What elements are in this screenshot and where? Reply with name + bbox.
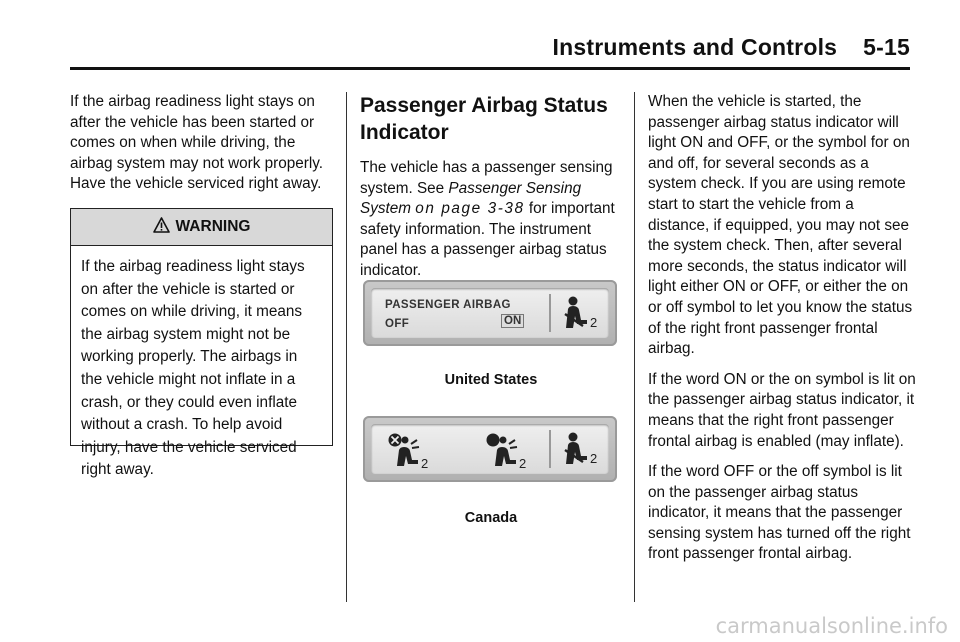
system-check-paragraph: When the vehicle is started, the passenger airbag status indicator will light ON and OFF, or the symbol for on and off, for several seconds as a system check. If you are using remote start to start the vehicle from a distance, if equipped, you may not see the system check. Then, after several more seconds, the status indicator will light either ON or OFF, or either the on or off symbol to let you know the status of the right front passenger frontal airbag.: [648, 93, 913, 358]
canada-panel-divider: [549, 430, 551, 468]
column-divider-left: [346, 92, 347, 602]
off-indicator: OFF: [385, 318, 410, 330]
para-start-text: The vehicle has a passenger sensing system. See: [360, 159, 613, 197]
passenger-sensing-paragraph: [360, 158, 622, 282]
us-caption: United States: [444, 372, 538, 388]
ca-seat-number-2: 2: [519, 456, 527, 471]
column-1: [70, 92, 335, 205]
column-divider-right: [634, 92, 635, 602]
warning-box: [70, 208, 333, 479]
intro-paragraph: If the airbag readiness light stays on after the vehicle has been started or comes on when while driving, the airbag system may not work properly. Have the vehicle serviced right away.: [70, 93, 324, 193]
seatbelt-passenger-icon: [557, 430, 609, 475]
section-title-header: Instruments and Controls: [552, 34, 838, 60]
section-heading: Passenger Airbag Status Indicator: [360, 94, 608, 144]
airbag-on-icon: [481, 430, 537, 477]
seatbelt-passenger-icon: [557, 294, 609, 339]
canada-panel-face: [371, 424, 609, 474]
watermark: carmanualsonline.info: [715, 614, 948, 638]
column-2: [360, 92, 622, 292]
xref-title: Passenger Sensing System: [360, 179, 582, 218]
ca-seat-number-3: 2: [590, 451, 598, 466]
us-indicator-panel: [363, 280, 617, 346]
page-number: 5-15: [863, 34, 910, 60]
warning-title: WARNING: [175, 218, 251, 235]
column-3: [648, 92, 916, 575]
us-panel-face: [371, 288, 609, 338]
canada-caption: Canada: [464, 510, 518, 526]
warning-body: If the airbag readiness light stays on after the vehicle is started or comes on while driving, it means the airbag system might not be working properly. The airbags in the vehicle might not inflate in a crash, or they could even inflate without a crash. To help avoid injury, have the vehicle serviced right away.: [81, 258, 305, 479]
header-title-row: [553, 34, 911, 61]
us-seat-number: 2: [590, 315, 598, 330]
page-header: [70, 30, 910, 70]
warning-triangle-icon: [153, 217, 170, 238]
on-status-paragraph: If the word ON or the on symbol is lit on the passenger airbag status indicator, it means that the right front passenger frontal airbag is enabled (may inflate).: [648, 370, 916, 450]
ca-seat-number-1: 2: [421, 456, 429, 471]
passenger-airbag-label: PASSENGER AIRBAG: [385, 299, 511, 311]
airbag-off-icon: [383, 430, 439, 477]
on-indicator: ON: [501, 314, 524, 328]
warning-header: [71, 209, 332, 246]
xref-page: on page 3-38: [415, 200, 525, 218]
para-end-text: for important safety information. The instrument panel has a passenger airbag status indicator.: [360, 200, 615, 279]
panel-divider: [549, 294, 551, 332]
canada-indicator-panel: [363, 416, 617, 482]
off-status-paragraph: If the word OFF or the off symbol is lit on the passenger airbag status indicator, it means that the passenger sensing system has turned off the right front passenger frontal airbag.: [648, 463, 911, 563]
